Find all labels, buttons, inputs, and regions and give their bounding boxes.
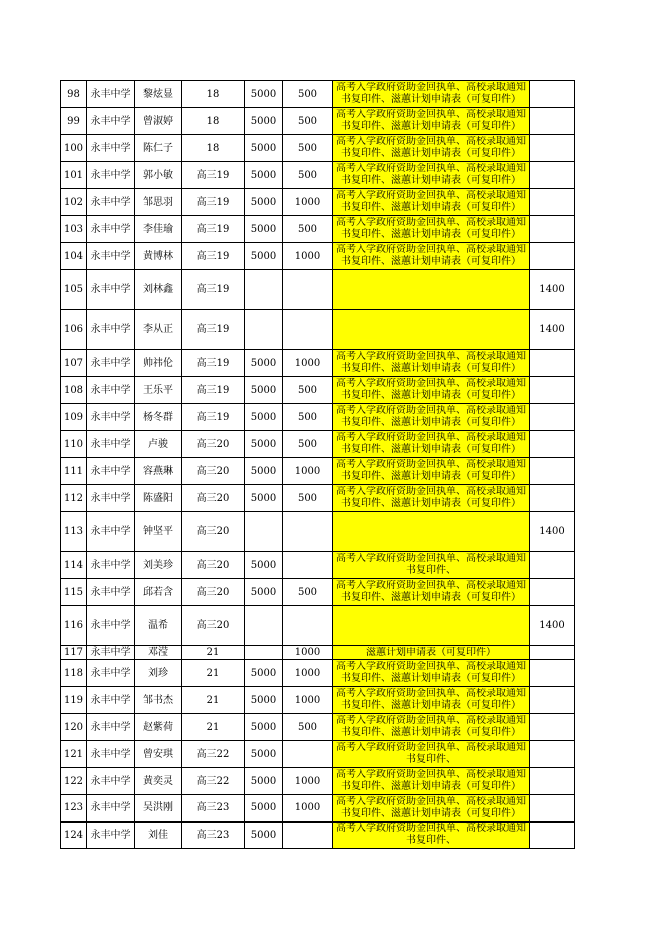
table-row <box>61 243 575 270</box>
table-row <box>61 81 575 108</box>
amount-bonus-cell[interactable]: 500 <box>283 81 333 108</box>
note-text: 高考入学政府资助金回执单、高校录取通知书复印件、 <box>336 553 526 576</box>
table-row <box>61 485 575 512</box>
amount-bonus-cell[interactable]: 1000 <box>283 646 333 660</box>
table-row <box>61 795 575 822</box>
amount-bonus-cell[interactable]: 500 <box>283 714 333 741</box>
note-text: 高考入学政府资助金回执单、高校录取通知书复印件、滋蕙计划申请表（可复印件） <box>336 432 526 455</box>
table-row <box>61 310 575 350</box>
student-name-cell[interactable]: 李佳瑜 <box>135 216 182 243</box>
school-cell[interactable]: 永丰中学 <box>87 350 135 377</box>
required-documents-cell[interactable] <box>333 108 530 135</box>
table-row <box>61 646 575 660</box>
table-row <box>61 768 575 795</box>
extra-amount-cell[interactable] <box>530 660 575 687</box>
amount-5000-cell[interactable]: 5000 <box>245 243 283 270</box>
note-text: 高考入学政府资助金回执单、高校录取通知书复印件、滋蕙计划申请表（可复印件） <box>336 459 526 482</box>
row-number-cell[interactable]: 109 <box>61 404 87 431</box>
required-documents-cell[interactable] <box>333 714 530 741</box>
amount-5000-cell[interactable]: 5000 <box>245 552 283 579</box>
extra-amount-cell[interactable] <box>530 162 575 189</box>
amount-5000-cell[interactable]: 5000 <box>245 485 283 512</box>
table-row <box>61 216 575 243</box>
note-text: 高考入学政府资助金回执单、高校录取通知书复印件、滋蕙计划申请表（可复印件） <box>336 580 526 603</box>
grade-cell[interactable]: 高三19 <box>182 162 245 189</box>
school-cell[interactable]: 永丰中学 <box>87 162 135 189</box>
grade-cell[interactable]: 高三19 <box>182 189 245 216</box>
table-row <box>61 108 575 135</box>
row-number-cell[interactable]: 111 <box>61 458 87 485</box>
required-documents-cell[interactable] <box>333 795 530 822</box>
student-name-cell[interactable]: 温希 <box>135 606 182 646</box>
grade-cell[interactable]: 18 <box>182 108 245 135</box>
student-name-cell[interactable]: 陈盛阳 <box>135 485 182 512</box>
amount-5000-cell[interactable]: 5000 <box>245 822 283 849</box>
table-row <box>61 458 575 485</box>
amount-bonus-cell[interactable]: 1000 <box>283 243 333 270</box>
amount-bonus-cell[interactable]: 1000 <box>283 687 333 714</box>
note-text: 高考入学政府资助金回执单、高校录取通知书复印件、滋蕙计划申请表（可复印件） <box>336 244 526 267</box>
note-text: 高考入学政府资助金回执单、高校录取通知书复印件、滋蕙计划申请表（可复印件） <box>336 715 526 738</box>
school-cell[interactable]: 永丰中学 <box>87 458 135 485</box>
student-name-cell[interactable]: 黄奕灵 <box>135 768 182 795</box>
note-text: 高考入学政府资助金回执单、高校录取通知书复印件、 <box>336 742 526 765</box>
row-number-cell[interactable]: 124 <box>61 822 87 849</box>
required-documents-cell[interactable] <box>333 404 530 431</box>
note-text: 高考入学政府资助金回执单、高校录取通知书复印件、滋蕙计划申请表（可复印件） <box>336 190 526 213</box>
amount-bonus-cell[interactable]: 500 <box>283 485 333 512</box>
extra-amount-cell[interactable] <box>530 189 575 216</box>
grade-cell[interactable]: 高三20 <box>182 579 245 606</box>
extra-amount-cell[interactable] <box>530 795 575 822</box>
school-cell[interactable]: 永丰中学 <box>87 135 135 162</box>
amount-bonus-cell[interactable] <box>283 310 333 350</box>
amount-bonus-cell[interactable]: 1000 <box>283 350 333 377</box>
extra-amount-cell[interactable] <box>530 108 575 135</box>
table-row <box>61 687 575 714</box>
extra-amount-cell[interactable] <box>530 714 575 741</box>
note-text: 高考入学政府资助金回执单、高校录取通知书复印件、 <box>336 823 526 847</box>
grade-cell[interactable]: 高三19 <box>182 404 245 431</box>
extra-amount-cell[interactable]: 1400 <box>530 310 575 350</box>
row-number-cell[interactable]: 118 <box>61 660 87 687</box>
amount-bonus-cell[interactable]: 1000 <box>283 795 333 822</box>
row-number-cell[interactable]: 119 <box>61 687 87 714</box>
student-name-cell[interactable]: 刘美珍 <box>135 552 182 579</box>
student-name-cell[interactable]: 刘林鑫 <box>135 270 182 310</box>
extra-amount-cell[interactable] <box>530 431 575 458</box>
grade-cell[interactable]: 高三19 <box>182 350 245 377</box>
amount-bonus-cell[interactable] <box>283 270 333 310</box>
school-cell[interactable]: 永丰中学 <box>87 741 135 768</box>
amount-5000-cell[interactable]: 5000 <box>245 404 283 431</box>
extra-amount-cell[interactable] <box>530 646 575 660</box>
table-row <box>61 512 575 552</box>
amount-bonus-cell[interactable] <box>283 822 333 849</box>
amount-5000-cell[interactable]: 5000 <box>245 108 283 135</box>
student-name-cell[interactable]: 黎炫显 <box>135 81 182 108</box>
extra-amount-cell[interactable] <box>530 135 575 162</box>
required-documents-cell[interactable] <box>333 350 530 377</box>
amount-bonus-cell[interactable] <box>283 552 333 579</box>
required-documents-cell[interactable] <box>333 606 530 646</box>
required-documents-cell[interactable] <box>333 822 530 849</box>
required-documents-cell[interactable] <box>333 162 530 189</box>
amount-5000-cell[interactable]: 5000 <box>245 431 283 458</box>
school-cell[interactable]: 永丰中学 <box>87 646 135 660</box>
amount-bonus-cell[interactable]: 500 <box>283 216 333 243</box>
required-documents-cell[interactable] <box>333 310 530 350</box>
school-cell[interactable]: 永丰中学 <box>87 660 135 687</box>
required-documents-cell[interactable] <box>333 687 530 714</box>
student-name-cell[interactable]: 李从正 <box>135 310 182 350</box>
extra-amount-cell[interactable] <box>530 768 575 795</box>
extra-amount-cell[interactable] <box>530 350 575 377</box>
table-row <box>61 162 575 189</box>
extra-amount-cell[interactable]: 1400 <box>530 270 575 310</box>
grade-cell[interactable]: 高三20 <box>182 485 245 512</box>
amount-bonus-cell[interactable]: 1000 <box>283 768 333 795</box>
note-text: 高考入学政府资助金回执单、高校录取通知书复印件、滋蕙计划申请表（可复印件） <box>336 486 526 509</box>
grade-cell[interactable]: 高三20 <box>182 606 245 646</box>
extra-amount-cell[interactable] <box>530 485 575 512</box>
school-cell[interactable]: 永丰中学 <box>87 512 135 552</box>
table-row <box>61 660 575 687</box>
row-number-cell[interactable]: 104 <box>61 243 87 270</box>
amount-5000-cell[interactable] <box>245 512 283 552</box>
row-number-cell[interactable]: 112 <box>61 485 87 512</box>
row-number-cell[interactable]: 110 <box>61 431 87 458</box>
grade-cell[interactable]: 21 <box>182 660 245 687</box>
grade-cell[interactable]: 高三19 <box>182 216 245 243</box>
required-documents-cell[interactable] <box>333 512 530 552</box>
row-number-cell[interactable]: 103 <box>61 216 87 243</box>
school-cell[interactable]: 永丰中学 <box>87 687 135 714</box>
student-name-cell[interactable]: 钟坚平 <box>135 512 182 552</box>
required-documents-cell[interactable] <box>333 431 530 458</box>
row-number-cell[interactable]: 98 <box>61 81 87 108</box>
grade-cell[interactable]: 高三20 <box>182 512 245 552</box>
extra-amount-cell[interactable] <box>530 552 575 579</box>
grade-cell[interactable]: 高三19 <box>182 270 245 310</box>
table-row <box>61 741 575 768</box>
table-row <box>61 189 575 216</box>
school-cell[interactable]: 永丰中学 <box>87 243 135 270</box>
row-number-cell[interactable]: 107 <box>61 350 87 377</box>
note-text: 高考入学政府资助金回执单、高校录取通知书复印件、滋蕙计划申请表（可复印件） <box>336 217 526 240</box>
student-name-cell[interactable]: 曾安琪 <box>135 741 182 768</box>
table-row <box>61 404 575 431</box>
amount-5000-cell[interactable] <box>245 270 283 310</box>
school-cell[interactable]: 永丰中学 <box>87 714 135 741</box>
amount-bonus-cell[interactable]: 500 <box>283 431 333 458</box>
extra-amount-cell[interactable] <box>530 243 575 270</box>
grade-cell[interactable]: 高三19 <box>182 310 245 350</box>
grade-cell[interactable]: 高三23 <box>182 795 245 822</box>
student-name-cell[interactable]: 刘珍 <box>135 660 182 687</box>
amount-bonus-cell[interactable]: 500 <box>283 135 333 162</box>
student-name-cell[interactable]: 容燕琳 <box>135 458 182 485</box>
table-row <box>61 377 575 404</box>
extra-amount-cell[interactable] <box>530 216 575 243</box>
note-text: 高考入学政府资助金回执单、高校录取通知书复印件、滋蕙计划申请表（可复印件） <box>336 405 526 428</box>
row-number-cell[interactable]: 105 <box>61 270 87 310</box>
school-cell[interactable]: 永丰中学 <box>87 552 135 579</box>
amount-bonus-cell[interactable]: 500 <box>283 377 333 404</box>
extra-amount-cell[interactable] <box>530 81 575 108</box>
row-number-cell[interactable]: 116 <box>61 606 87 646</box>
note-text: 高考入学政府资助金回执单、高校录取通知书复印件、滋蕙计划申请表（可复印件） <box>336 82 526 105</box>
grade-cell[interactable]: 高三19 <box>182 377 245 404</box>
school-cell[interactable]: 永丰中学 <box>87 81 135 108</box>
amount-5000-cell[interactable]: 5000 <box>245 741 283 768</box>
grade-cell[interactable]: 高三22 <box>182 768 245 795</box>
required-documents-cell[interactable] <box>333 243 530 270</box>
student-name-cell[interactable]: 帅祎伦 <box>135 350 182 377</box>
grade-cell[interactable]: 高三20 <box>182 458 245 485</box>
school-cell[interactable]: 永丰中学 <box>87 795 135 822</box>
amount-bonus-cell[interactable]: 500 <box>283 579 333 606</box>
amount-5000-cell[interactable] <box>245 646 283 660</box>
note-text: 高考入学政府资助金回执单、高校录取通知书复印件、滋蕙计划申请表（可复印件） <box>336 661 526 684</box>
student-name-cell[interactable]: 邹书杰 <box>135 687 182 714</box>
amount-bonus-cell[interactable] <box>283 512 333 552</box>
school-cell[interactable]: 永丰中学 <box>87 431 135 458</box>
school-cell[interactable]: 永丰中学 <box>87 108 135 135</box>
row-number-cell[interactable]: 108 <box>61 377 87 404</box>
required-documents-cell[interactable] <box>333 135 530 162</box>
amount-5000-cell[interactable]: 5000 <box>245 377 283 404</box>
required-documents-cell[interactable] <box>333 458 530 485</box>
note-text: 滋蕙计划申请表（可复印件） <box>366 646 496 658</box>
student-name-cell[interactable]: 邱若含 <box>135 579 182 606</box>
student-name-cell[interactable]: 吴洪刚 <box>135 795 182 822</box>
amount-5000-cell[interactable]: 5000 <box>245 189 283 216</box>
table-body <box>61 81 575 849</box>
table-row <box>61 270 575 310</box>
amount-bonus-cell[interactable]: 500 <box>283 404 333 431</box>
grade-cell[interactable]: 21 <box>182 687 245 714</box>
row-number-cell[interactable]: 101 <box>61 162 87 189</box>
table-row <box>61 135 575 162</box>
extra-amount-cell[interactable] <box>530 579 575 606</box>
note-text: 高考入学政府资助金回执单、高校录取通知书复印件、滋蕙计划申请表（可复印件） <box>336 795 526 819</box>
student-name-cell[interactable]: 黄博林 <box>135 243 182 270</box>
note-text: 高考入学政府资助金回执单、高校录取通知书复印件、滋蕙计划申请表（可复印件） <box>336 688 526 711</box>
amount-5000-cell[interactable]: 5000 <box>245 135 283 162</box>
amount-bonus-cell[interactable] <box>283 606 333 646</box>
amount-5000-cell[interactable]: 5000 <box>245 660 283 687</box>
required-documents-cell[interactable] <box>333 216 530 243</box>
table-row <box>61 350 575 377</box>
amount-5000-cell[interactable]: 5000 <box>245 216 283 243</box>
extra-amount-cell[interactable]: 1400 <box>530 512 575 552</box>
note-text: 高考入学政府资助金回执单、高校录取通知书复印件、滋蕙计划申请表（可复印件） <box>336 378 526 401</box>
table-row <box>61 431 575 458</box>
extra-amount-cell[interactable] <box>530 822 575 849</box>
required-documents-cell[interactable] <box>333 768 530 795</box>
amount-5000-cell[interactable] <box>245 606 283 646</box>
required-documents-cell[interactable] <box>333 189 530 216</box>
school-cell[interactable]: 永丰中学 <box>87 485 135 512</box>
amount-5000-cell[interactable]: 5000 <box>245 81 283 108</box>
row-number-cell[interactable]: 123 <box>61 795 87 822</box>
student-name-cell[interactable]: 陈仁子 <box>135 135 182 162</box>
note-text: 高考入学政府资助金回执单、高校录取通知书复印件、滋蕙计划申请表（可复印件） <box>336 163 526 186</box>
row-number-cell[interactable]: 114 <box>61 552 87 579</box>
grade-cell[interactable]: 高三20 <box>182 552 245 579</box>
amount-5000-cell[interactable]: 5000 <box>245 458 283 485</box>
extra-amount-cell[interactable] <box>530 377 575 404</box>
row-number-cell[interactable]: 100 <box>61 135 87 162</box>
row-number-cell[interactable]: 122 <box>61 768 87 795</box>
student-name-cell[interactable]: 邓滢 <box>135 646 182 660</box>
extra-amount-cell[interactable] <box>530 687 575 714</box>
grade-cell[interactable]: 高三19 <box>182 243 245 270</box>
school-cell[interactable]: 永丰中学 <box>87 216 135 243</box>
extra-amount-cell[interactable] <box>530 404 575 431</box>
required-documents-cell[interactable] <box>333 741 530 768</box>
required-documents-cell[interactable] <box>333 552 530 579</box>
extra-amount-cell[interactable]: 1400 <box>530 606 575 646</box>
amount-5000-cell[interactable]: 5000 <box>245 795 283 822</box>
spreadsheet-table <box>60 80 575 849</box>
table-row <box>61 606 575 646</box>
note-text: 高考入学政府资助金回执单、高校录取通知书复印件、滋蕙计划申请表（可复印件） <box>336 769 526 792</box>
table-row <box>61 822 575 849</box>
school-cell[interactable]: 永丰中学 <box>87 404 135 431</box>
required-documents-cell[interactable] <box>333 81 530 108</box>
row-number-cell[interactable]: 102 <box>61 189 87 216</box>
grade-cell[interactable]: 高三23 <box>182 822 245 849</box>
school-cell[interactable]: 永丰中学 <box>87 189 135 216</box>
amount-bonus-cell[interactable] <box>283 741 333 768</box>
student-name-cell[interactable]: 邹思羽 <box>135 189 182 216</box>
row-number-cell[interactable]: 106 <box>61 310 87 350</box>
amount-5000-cell[interactable]: 5000 <box>245 714 283 741</box>
amount-bonus-cell[interactable]: 1000 <box>283 458 333 485</box>
school-cell[interactable]: 永丰中学 <box>87 606 135 646</box>
school-cell[interactable]: 永丰中学 <box>87 377 135 404</box>
required-documents-cell[interactable] <box>333 579 530 606</box>
grade-cell[interactable]: 18 <box>182 81 245 108</box>
table-row <box>61 714 575 741</box>
required-documents-cell[interactable] <box>333 660 530 687</box>
note-text: 高考入学政府资助金回执单、高校录取通知书复印件、滋蕙计划申请表（可复印件） <box>336 109 526 132</box>
table-row <box>61 579 575 606</box>
amount-5000-cell[interactable]: 5000 <box>245 350 283 377</box>
table-row <box>61 552 575 579</box>
row-number-cell[interactable]: 113 <box>61 512 87 552</box>
school-cell[interactable]: 永丰中学 <box>87 310 135 350</box>
row-number-cell[interactable]: 120 <box>61 714 87 741</box>
student-name-cell[interactable]: 曾淑婷 <box>135 108 182 135</box>
row-number-cell[interactable]: 117 <box>61 646 87 660</box>
school-cell[interactable]: 永丰中学 <box>87 768 135 795</box>
amount-bonus-cell[interactable]: 500 <box>283 108 333 135</box>
row-number-cell[interactable]: 121 <box>61 741 87 768</box>
row-number-cell[interactable]: 99 <box>61 108 87 135</box>
amount-5000-cell[interactable]: 5000 <box>245 768 283 795</box>
note-text: 高考入学政府资助金回执单、高校录取通知书复印件、滋蕙计划申请表（可复印件） <box>336 351 526 374</box>
note-text: 高考入学政府资助金回执单、高校录取通知书复印件、滋蕙计划申请表（可复印件） <box>336 136 526 159</box>
student-name-cell[interactable]: 赵紫荷 <box>135 714 182 741</box>
extra-amount-cell[interactable] <box>530 741 575 768</box>
amount-bonus-cell[interactable]: 500 <box>283 162 333 189</box>
student-name-cell[interactable]: 卢骏 <box>135 431 182 458</box>
amount-bonus-cell[interactable]: 1000 <box>283 189 333 216</box>
required-documents-cell[interactable] <box>333 270 530 310</box>
student-name-cell[interactable]: 郭小敏 <box>135 162 182 189</box>
amount-5000-cell[interactable] <box>245 310 283 350</box>
grade-cell[interactable]: 21 <box>182 714 245 741</box>
school-cell[interactable]: 永丰中学 <box>87 822 135 849</box>
grade-cell[interactable]: 21 <box>182 646 245 660</box>
required-documents-cell[interactable] <box>333 646 530 660</box>
grade-cell[interactable]: 18 <box>182 135 245 162</box>
required-documents-cell[interactable] <box>333 377 530 404</box>
grade-cell[interactable]: 高三22 <box>182 741 245 768</box>
row-number-cell[interactable]: 115 <box>61 579 87 606</box>
student-name-cell[interactable]: 杨冬群 <box>135 404 182 431</box>
amount-bonus-cell[interactable]: 1000 <box>283 660 333 687</box>
amount-5000-cell[interactable]: 5000 <box>245 687 283 714</box>
student-name-cell[interactable]: 王乐平 <box>135 377 182 404</box>
school-cell[interactable]: 永丰中学 <box>87 579 135 606</box>
amount-5000-cell[interactable]: 5000 <box>245 162 283 189</box>
extra-amount-cell[interactable] <box>530 458 575 485</box>
amount-5000-cell[interactable]: 5000 <box>245 579 283 606</box>
student-name-cell[interactable]: 刘佳 <box>135 822 182 849</box>
required-documents-cell[interactable] <box>333 485 530 512</box>
school-cell[interactable]: 永丰中学 <box>87 270 135 310</box>
grade-cell[interactable]: 高三20 <box>182 431 245 458</box>
